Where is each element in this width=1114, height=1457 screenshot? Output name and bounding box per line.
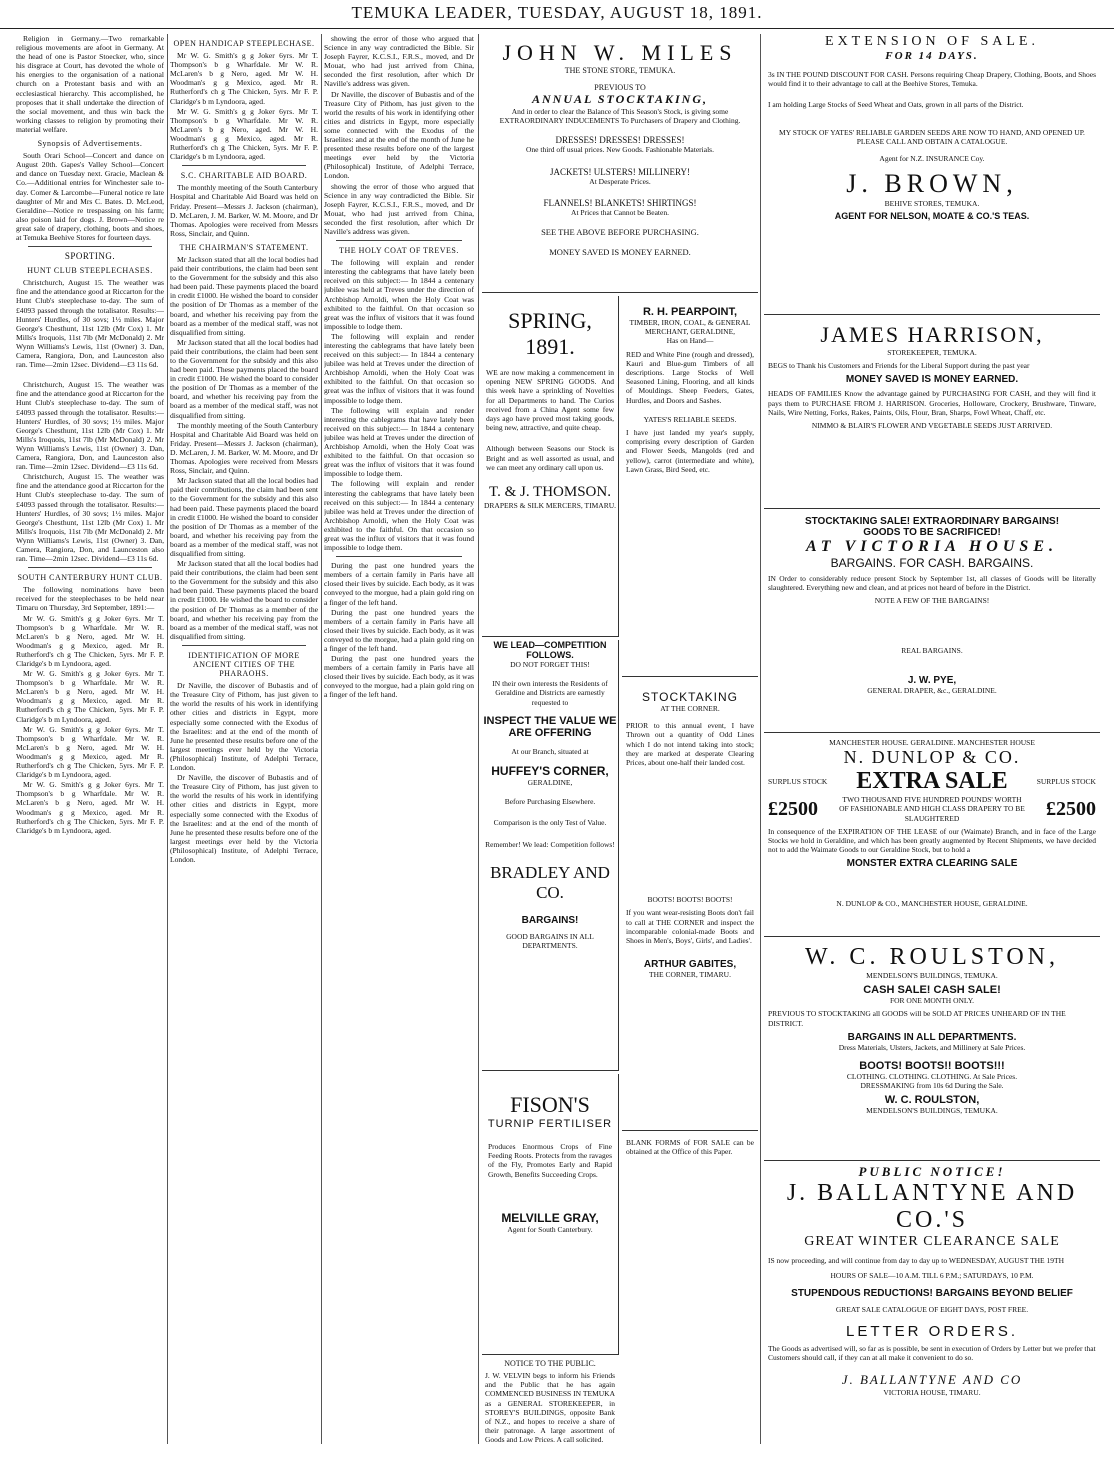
ad-text: BOOTS! BOOTS!! BOOTS!!!	[859, 1060, 1005, 1073]
ad-text: STOREKEEPER, TEMUKA.	[887, 348, 977, 357]
ad-text: YATES'S RELIABLE SEEDS.	[643, 414, 737, 424]
column-rule	[478, 34, 479, 1444]
ad-text: SEE THE ABOVE BEFORE PURCHASING.	[541, 227, 699, 238]
identification-text-2: Dr Naville, the discover of Bubastis and of the Treasure City of Pithom, has just given to the world the results of his work in identifying other cities and districts in Egypt, more especially some connected with the Exodus of the Israelites: and at the end of the month of June he presented these results before one of the largest meetings ever held by the Victoria (Philosophical) Institute, of Adelphi Terrace, London.	[170, 773, 318, 864]
ad-text: INSPECT THE VALUE WE ARE OFFERING	[483, 714, 617, 739]
ad-text: HEADS OF FAMILIES Know the advantage gained by PURCHASING FOR CASH, and they will find it pays them to PURCHASE FROM J. HARRISON. Groceries, Holloware, Crockery, Brushware, Tinware, Nails, Wire Netting, Forks, Rakes, Paints, Oils, Flour, Bran, Sharps, Fowl Wheat, Chaff, etc.	[768, 389, 1096, 417]
handicap-list-2: Mr W. G. Smith's g g Joker 6yrs. Mr T. Thompson's b g Wharfdale. Mr W. R. McLaren's b g Nero, aged. Mr W. H. Woodman's g g Mexico, aged. Mr R. Rutherford's ch g The Chicken, 5yrs. Mr F. P. Claridge's b m Lyndoora, aged.	[170, 106, 318, 162]
hunt-text-repeat-2: Christchurch, August 15. The weather was fine and the attendance good at Riccarton for the Hunt Club's steeplechase to-day. The sum of £4093 passed through the totalisator. Results:— Hunters' Hurdles, of 30 sovs; 1½ miles. Major George's Chesthunt, 11st 12lb (Mr Cox) 1. Mr Mills's Iroquois, 11st 7lb (Mr McDonald) 2. Mr Wynn Williams's Lewis, 11st (Owner) 3. Dan, Camera, Rangiora, Don, and Launceston also ran. Time—2min 12sec. Dividend—£3 11s 6d.	[16, 472, 164, 564]
ad-title: N. DUNLOP & CO.	[843, 747, 1021, 768]
ad-text: WE are now making a commencement in opening NEW SPRING GOODS. And this week have a sprinkling of Novelties for all Departments to hand. The Curios received from a China Agent some few days ago have proved most taking goods, being new, attractive, and quite cheap.	[486, 368, 614, 433]
column-rule	[760, 34, 761, 1444]
ad-text: DRESSMAKING from 10s 6d During the Sale.	[860, 1081, 1004, 1091]
ad-text: HOURS OF SALE—10 A.M. TILL 6 P.M.; SATURDAYS, 10 P.M.	[830, 1271, 1034, 1281]
chairman-text: Mr Jackson stated that all the local bodies had paid their contributions, the claim had been sent to the Government for the subsidy and this also had been paid. These payments placed the board in credit £1000. He wished the board to consider the position of Dr Thomas as a member of the board, and whether his receiving pay from the board as a member of the medical staff, was not disqualified from sitting.	[170, 254, 318, 337]
news-column-2	[170, 34, 318, 1449]
ad-text: RED and White Pine (rough and dressed), Kauri and Blue-gum Timbers of all descriptions. Large Stocks of Well Seasoned Lining, Flooring, and all kinds of Mouldings. Sheep Feeders, Gates, Hurdles, and Doors and Sashes.	[626, 349, 754, 405]
ad-text: BEHIVE STORES, TEMUKA.	[884, 199, 980, 209]
ad-text: And in order to clear the Balance of This Season's Stock, is giving some EXTRAORDINARY INDUCEMENTS To Purchasers of Drapery and Clothing.	[499, 107, 741, 126]
ad-text: 3s IN THE POUND DISCOUNT FOR CASH. Persons requiring Cheap Drapery, Clothing, Boots, and Shoes would find it to their advantage to call at the Beehive Stores, Temuka.	[768, 70, 1096, 89]
ad-firm: T. & J. THOMSON.	[489, 484, 611, 501]
ad-firm: W. C. ROULSTON,	[884, 1094, 980, 1107]
ad-annual: ANNUAL STOCKTAKING,	[531, 92, 709, 106]
ad-text: BARGAINS IN ALL DEPARTMENTS.	[847, 1031, 1017, 1043]
news-column-1	[16, 34, 164, 1449]
column-rule	[321, 34, 322, 1444]
ad-text: Although between Seasons our Stock is Bright and as well assorted as usual, and we can meet any ordinary call upon us.	[486, 444, 614, 472]
ad-ballantyne	[764, 1164, 1100, 1449]
ad-text: GENERAL DRAPER, &c., GERALDINE.	[867, 685, 997, 695]
ad-text: PREVIOUS TO	[594, 83, 646, 92]
ad-text: PREVIOUS TO STOCKTAKING all GOODS will be SOLD AT PRICES UNHEARD OF IN THE DISTRICT.	[768, 1009, 1066, 1028]
holy-coat-text: The following will explain and render interesting the cablegrams that have lately been received on this subject:— In 1844 a centenary jubilee was held at Treves under the direction of Archbishop Arnoldi, when the Holy Coat was exhibited to the faithful. On that occasion so great was the influx of visitors that it was found impossible to lodge them.	[324, 258, 474, 331]
ad-amount: £2500	[768, 797, 818, 820]
ad-text: TURNIP FERTILISER	[487, 1118, 613, 1130]
ad-text: J. W. VELVIN begs to inform his Friends and the Public that he has again COMMENCED BUSINESS IN TEMUKA as a GENERAL STOREKEEPER, in STOREY'S BUILDINGS, opposite Bank of N.Z., and hopes to receive a share of their patronage. A large assortment of Goods and Low Prices. A call solicited.	[485, 1371, 615, 1445]
suicide-family-text: During the past one hundred years the members of a certain family in Paris have all closed their lives by suicide. Each body, as it was conveyed to the morgue, had a plain gold ring on a finger of the left hand.	[324, 561, 474, 607]
chairman-text-5: Mr Jackson stated that all the local bodies had paid their contributions, the claim had been sent to the Government for the subsidy and this also had been paid. These payments placed the board in credit £1000. He wished the board to consider the position of Dr Thomas as a member of the board, and whether his receiving pay from the board as a member of the medical staff, was not disqualified from sitting.	[170, 559, 318, 641]
ad-text: MONEY SAVED IS MONEY EARNED.	[845, 374, 1019, 386]
nominations-list: Mr W. G. Smith's g g Joker 6yrs. Mr T. Thompson's b g Wharfdale. Mr W. R. McLaren's b g Nero, aged. Mr W. H. Woodman's g g Mexico, aged. Mr R. Rutherford's ch g The Chicken, 5yrs. Mr F. P. Claridge's b m Lyndoora, aged.	[16, 613, 164, 668]
ad-dunlop	[764, 736, 1100, 937]
ad-text: LETTER ORDERS.	[845, 1322, 1019, 1340]
ad-text: Remember! We lead: Competition follows!	[485, 839, 615, 849]
synopsis-text: South Orari School—Concert and dance on August 20th. Gapes's Valley School—Concert and dance on Tuesday next. Gracie, Maclean & Co.—Additional entries for Winchester sale to-day. Comer & Larcombe—Funeral notice re late daughter of Mr and Mrs C. Bates. D. McLeod, Geraldine—Notice re trespassing on his farm; also poison laid for dogs. J. Brown—Notice re great sale of drapery, clothing, boots and shoes, at Temuka Beehive Stores for fourteen days.	[16, 151, 164, 242]
ad-title: W. C. ROULSTON,	[804, 944, 1060, 970]
ad-title: STOCKTAKING	[642, 690, 738, 704]
aid-board-heading: S.C. CHARITABLE AID BOARD.	[180, 171, 308, 181]
ad-text: In consequence of the EXPIRATION OF THE LEASE of our (Waimate) Branch, and in face of the Large Stocks we hold in Geraldine, and which has been greatly augmented by Recent Shipments, we have decided not to add the Waimate Goods to our Geraldine Stock, but to hold a	[768, 826, 1096, 855]
ad-text: At our Branch, situated at	[511, 746, 589, 756]
ad-text: JACKETS! ULSTERS! MILLINERY!	[550, 166, 690, 177]
identification-text: Dr Naville, the discover of Bubastis and of the Treasure City of Pithom, has just given to the world the results of his work in identifying other cities and districts in Egypt, more especially some connected with the Exodus of the Israelites: and at the end of the month of June he presented these results before one of the largest meetings ever held by the Victoria (Philosophical) Institute, of Adelphi Terrace, London.	[170, 681, 318, 773]
nominations-list-2: Mr W. G. Smith's g g Joker 6yrs. Mr T. Thompson's b g Wharfdale. Mr W. R. McLaren's b g Nero, aged. Mr W. H. Woodman's g g Mexico, aged. Mr R. Rutherford's ch g The Chicken, 5yrs. Mr F. P. Claridge's b m Lyndoora, aged.	[16, 669, 164, 724]
ad-text: Before Purchasing Elsewhere.	[504, 797, 596, 807]
ad-title: JAMES HARRISON,	[820, 322, 1044, 347]
ad-title: J. BALLANTYNE AND CO.'S	[786, 1180, 1078, 1233]
ad-text: Produces Enormous Crops of Fine Feeding Roots. Protects from the ravages of the Fly, Promotes Early and Rapid Growth, Benefits Succeeding Crops.	[488, 1142, 612, 1179]
ad-notice-public	[482, 1359, 618, 1449]
ad-text: STOCKTAKING SALE! EXTRAORDINARY BARGAINS!	[804, 516, 1060, 527]
ad-text: NOTE A FEW OF THE BARGAINS!	[874, 596, 990, 606]
ad-text: DRESSES! DRESSES! DRESSES!	[555, 135, 685, 146]
holy-coat-text-4: The following will explain and render interesting the cablegrams that have lately been received on this subject:— In 1844 a centenary jubilee was held at Treves under the direction of Archbishop Arnoldi, when the Holy Coat was exhibited to the faithful. On that occasion so great was the influx of visitors that it was found impossible to lodge them.	[324, 479, 474, 553]
hunt-heading: HUNT CLUB STEEPLECHASES.	[27, 266, 153, 276]
ad-firm: J. W. PYE,	[907, 674, 957, 686]
ad-title: NOTICE TO THE PUBLIC.	[504, 1359, 596, 1368]
ad-signature: J. BALLANTYNE AND CO	[841, 1372, 1023, 1388]
aid-board-text: The monthly meeting of the South Canterbury Hospital and Charitable Aid Board was held on Friday. Present—Messrs J. Jackson (chairman), D. McLaren, J. M. Barker, W. M. Moore, and Dr Thomas. Apologies were received from Messrs Ross, Sinclair, and Quinn.	[170, 183, 318, 238]
ad-text: One third off usual prices. New Goods. Fashionable Materials.	[526, 145, 714, 155]
ad-firm: ARTHUR GABITES,	[643, 959, 737, 971]
ad-text: TWO THOUSAND FIVE HUNDRED POUNDS' WORTH OF FASHIONABLE AND HIGH CLASS DRAPERY TO BE SLAUGHTERED	[839, 795, 1025, 823]
ad-text: Comparison is the only Test of Value.	[493, 818, 607, 828]
ad-spring	[482, 296, 619, 637]
ad-text: HUFFEY'S CORNER,	[491, 764, 609, 779]
ad-firm: BRADLEY AND CO.	[490, 862, 610, 902]
ad-text: DO NOT FORGET THIS!	[510, 660, 590, 669]
ad-text: GOODS TO BE SACRIFICED!	[863, 527, 1001, 538]
article-religion: Religion in Germany.—Two remarkable religious movements are afoot in Germany. At the head of one is Pastor Stoecker, who, since his disgrace at Court, has devoted the whole of his energies to the organisation of a national church on a Protestant basis and with an ecclesiastical hierarchy. This accomplished, he proposes that it shall undertake the direction of the social movement, and thus win back the working classes to religion by promoting their material welfare.	[16, 34, 164, 134]
holy-coat-text-2: The following will explain and render interesting the cablegrams that have lately been received on this subject:— In 1844 a centenary jubilee was held at Treves under the direction of Archbishop Arnoldi, when the Holy Coat was exhibited to the faithful. On that occasion so great was the influx of visitors that it was found impossible to lodge them.	[324, 331, 474, 405]
nominations-list-3: Mr W. G. Smith's g g Joker 6yrs. Mr T. Thompson's b g Wharfdale. Mr W. R. McLaren's b g Nero, aged. Mr W. H. Woodman's g g Mexico, aged. Mr R. Rutherford's ch g The Chicken, 5yrs. Mr F. P. Claridge's b m Lyndoora, aged.	[16, 724, 164, 780]
chairman-text-4: Mr Jackson stated that all the local bodies had paid their contributions, the claim had been sent to the Government for the subsidy and this also had been paid. These payments placed the board in credit £1000. He wished the board to consider the position of Dr Thomas as a member of the board, and whether his receiving pay from the board as a member of the medical staff, was not disqualified from sitting.	[170, 476, 318, 558]
chairman-heading: THE CHAIRMAN'S STATEMENT.	[179, 242, 309, 252]
chairman-text-2: Mr Jackson stated that all the local bodies had paid their contributions, the claim had been sent to the Government for the subsidy and this also had been paid. These payments placed the board in credit £1000. He wished the board to consider the position of Dr Thomas as a member of the board, and whether his receiving pay from the board as a member of the medical staff, was not disqualified from sitting.	[170, 337, 318, 420]
ad-text: SURPLUS STOCK	[1036, 777, 1096, 787]
ad-subtitle: THE STONE STORE, TEMUKA.	[564, 66, 676, 75]
ad-text: STUPENDOUS REDUCTIONS! BARGAINS BEYOND BELIEF	[791, 1288, 1073, 1300]
ad-title: R. H. PEARPOINT,	[642, 306, 738, 318]
ad-headline: EXTRA SALE	[856, 768, 1008, 795]
sc-hunt-heading: SOUTH CANTERBURY HUNT CLUB.	[17, 573, 163, 583]
ad-blank-forms	[622, 1134, 758, 1174]
ad-subtitle: FOR 14 DAYS.	[885, 50, 979, 62]
ad-text: THE CORNER, TIMARU.	[649, 970, 731, 980]
ad-subtitle: BARGAINS. FOR CASH. BARGAINS.	[830, 556, 1034, 570]
ad-text: FOR ONE MONTH ONLY.	[889, 996, 975, 1006]
ad-bradley	[482, 640, 619, 1071]
ad-firm: J. BROWN,	[846, 169, 1018, 199]
ad-text: Has on Hand—	[666, 336, 714, 346]
ad-text: BOOTS! BOOTS! BOOTS!	[647, 895, 733, 905]
ad-text: MONSTER EXTRA CLEARING SALE	[846, 858, 1018, 870]
pharaohs-continued-3: showing the error of those who argued that Science in any way contradicted the Bible. Sir Joseph Fayrer, K.C.S.I., F.R.S., moved, and Dr Mouat, who had just arrived from China, seconded the first resolution, after which Dr Naville's address was given.	[324, 181, 474, 236]
ad-james-harrison	[764, 318, 1100, 509]
ad-text: TIMBER, IRON, COAL, & GENERAL MERCHANT, GERALDINE,	[629, 318, 751, 337]
ad-text: IN their own interests the Residents of Geraldine and Districts are earnestly requested to	[492, 679, 608, 707]
ad-text: If you want wear-resisting Boots don't fail to call at THE CORNER and inspect the incomparable colonial-made Boots and Shoes in Men's, Boys', Girls', and Ladies'.	[626, 908, 754, 946]
hunt-text-repeat: Christchurch, August 15. The weather was fine and the attendance good at Riccarton for the Hunt Club's steeplechase to-day. The sum of £4093 passed through the totalisator. Results:— Hunters' Hurdles, of 30 sovs; 1½ miles. Major George's Chesthunt, 11st 12lb (Mr Cox) 1. Mr Mills's Iroquois, 11st 7lb (Mr McDonald) 2. Mr Wynn Williams's Lewis, 11st (Owner) 3. Dan, Camera, Rangiora, Don, and Launceston also ran. Time—2min 12sec. Dividend—£3 11s 6d.	[16, 380, 164, 472]
sporting-heading: SPORTING.	[64, 251, 116, 262]
ad-text: GOOD BARGAINS IN ALL DEPARTMENTS.	[506, 931, 594, 951]
ad-text: BEGS to Thank his Customers and Friends for the Liberal Support during the past year	[768, 361, 1030, 371]
ad-text: SURPLUS STOCK	[768, 777, 828, 787]
ad-text: REAL BARGAINS.	[901, 645, 963, 655]
ad-text: MENDELSON'S BUILDINGS, TEMUKA.	[866, 971, 998, 980]
ad-column-middle	[482, 34, 758, 1449]
ad-text: VICTORIA HOUSE, TIMARU.	[883, 1388, 981, 1398]
ad-text: GERALDINE,	[527, 778, 573, 788]
synopsis-heading: Synopsis of Advertisements.	[37, 139, 143, 149]
ad-text: FLANNELS! BLANKETS! SHIRTINGS!	[543, 197, 697, 208]
ad-text: At Prices that Cannot be Beaten.	[571, 207, 669, 217]
ad-text: The Goods as advertised will, so far as is possible, be sent in execution of Orders by Letter but we prefer that Customers should call, if they can at all make it convenient to do so.	[768, 1343, 1096, 1362]
ad-text: MY STOCK OF YATES' RELIABLE GARDEN SEEDS ARE NOW TO HAND, AND OPENED UP. PLEASE CALL AND OBTAIN A CATALOGUE.	[779, 127, 1085, 146]
holy-coat-text-3: The following will explain and render interesting the cablegrams that have lately been received on this subject:— In 1844 a centenary jubilee was held at Treves under the direction of Archbishop Arnoldi, when the Holy Coat was exhibited to the faithful. On that occasion so great was the influx of visitors that it was found impossible to lodge them.	[324, 405, 474, 479]
ad-title: EXTENSION OF SALE.	[825, 34, 1039, 49]
ad-amount: £2500	[1046, 797, 1096, 820]
ad-john-miles	[482, 34, 758, 293]
open-handicap-heading: OPEN HANDICAP STEEPLECHASE.	[173, 39, 315, 48]
column-rule	[167, 34, 168, 1444]
ad-text: At Desperate Prices.	[589, 176, 651, 186]
ad-text: NIMMO & BLAIR'S FLOWER AND VEGETABLE SEEDS JUST ARRIVED.	[811, 421, 1053, 431]
ad-text: GREAT SALE CATALOGUE OF EIGHT DAYS, POST FREE.	[835, 1305, 1029, 1315]
identification-heading: IDENTIFICATION OF MORE ANCIENT CITIES OF THE PHARAOHS.	[188, 650, 300, 679]
ad-pearpoint	[622, 296, 758, 677]
ad-text: IS now proceeding, and will continue from day to day up to WEDNESDAY, AUGUST THE 19TH	[768, 1256, 1065, 1265]
ad-title: FISON'S	[510, 1092, 590, 1117]
ad-text: AT THE CORNER.	[660, 704, 720, 713]
ad-text: I have just landed my year's supply, comprising every description of Garden and Flower Seeds, Mangolds (red and yellow), carrot (intermediate and white), Lawn Grass, Bird Seed, etc.	[626, 428, 754, 474]
ad-text: MENDELSON'S BUILDINGS, TEMUKA.	[866, 1106, 998, 1116]
suicide-family-text-3: During the past one hundred years the members of a certain family in Paris have all closed their lives by suicide. Each body, as it was conveyed to the morgue, had a plain gold ring on a finger of the left hand.	[324, 654, 474, 700]
sc-hunt-text: The following nominations have been received for the steeplechases to be held near Timaru on Thursday, 3rd September, 1891:—	[16, 585, 164, 613]
ad-text: AGENT FOR NELSON, MOATE & CO.'S TEAS.	[834, 211, 1030, 222]
hunt-text: Christchurch, August 15. The weather was fine and the attendance good at Riccarton for the Hunt Club's steeplechase to-day. The sum of £4093 passed through the totalisator. Results:— Hunters' Hurdles, of 30 sovs; 1½ miles. Major George's Chesthunt, 11st 12lb (Mr Cox) 1. Mr Mills's Iroquois, 11st 7lb (Mr McDonald) 2. Mr Wynn Williams's Lewis, 11st (Owner) 3. Dan, Camera, Rangiora, Don, and Launceston also ran. Time—2min 12sec. Dividend—£3 11s 6d.	[16, 278, 164, 370]
ad-text: DRAPERS & SILK MERCERS, TIMARU.	[484, 501, 616, 511]
ad-title: WE LEAD—COMPETITION FOLLOWS.	[493, 640, 607, 660]
pharaohs-continued-2: Dr Naville, the discover of Bubastis and of the Treasure City of Pithom, has just given to the world the results of his work in identifying other cities and districts in Egypt, more especially some connected with the Exodus of the Israelites: and at the end of the month of June he presented these results before one of the largest meetings ever held by the Victoria (Philosophical) Institute, of Adelphi Terrace, London.	[324, 89, 474, 181]
ad-subtitle: PUBLIC NOTICE!	[858, 1164, 1006, 1179]
ad-text: BARGAINS!	[521, 914, 579, 926]
ad-text: N. DUNLOP & CO., MANCHESTER HOUSE, GERALDINE.	[836, 899, 1028, 909]
ad-text: Agent for South Canterbury.	[507, 1224, 593, 1234]
news-column-3	[324, 34, 474, 1449]
ad-text: MANCHESTER HOUSE. GERALDINE. MANCHESTER HOUSE	[829, 738, 1035, 747]
pharaohs-continued: showing the error of those who argued that Science in any way contradicted the Bible. Sir Joseph Fayrer, K.C.S.I., F.R.S., moved, and Dr Mouat, who had just arrived from China, seconded the first resolution, after which Dr Naville's address was given.	[324, 34, 474, 89]
ad-title: SPRING, 1891.	[508, 308, 592, 359]
ad-title: JOHN W. MILES	[502, 40, 738, 65]
ad-text: BLANK FORMS of FOR SALE can be obtained at the Office of this Paper.	[626, 1138, 754, 1157]
ad-text: Dress Materials, Ulsters, Jackets, and Millinery at Sale Prices.	[838, 1042, 1026, 1052]
ad-text: Agent for N.Z. INSURANCE Coy.	[879, 154, 985, 164]
ad-text: CASH SALE! CASH SALE!	[863, 984, 1001, 997]
handicap-list: Mr W. G. Smith's g g Joker 6yrs. Mr T. Thompson's b g Wharfdale. Mr W. R. McLaren's b g Nero, aged. Mr W. H. Woodman's g g Mexico, aged. Mr R. Rutherford's ch g The Chicken, 5yrs. Mr F. P. Claridge's b m Lyndoora, aged.	[170, 51, 318, 106]
ad-victoria-house	[764, 512, 1100, 733]
ad-fison	[482, 1074, 619, 1355]
masthead: TEMUKA LEADER, TUESDAY, AUGUST 18, 1891.	[0, 0, 1114, 29]
chairman-text-3: The monthly meeting of the South Canterbury Hospital and Charitable Aid Board was held on Friday. Present—Messrs J. Jackson (chairman), D. McLaren, J. M. Barker, W. M. Moore, and Dr Thomas. Apologies were received from Messrs Ross, Sinclair, and Quinn.	[170, 420, 318, 476]
ad-column-right	[764, 34, 1100, 1449]
suicide-family-text-2: During the past one hundred years the members of a certain family in Paris have all closed their lives by suicide. Each body, as it was conveyed to the morgue, had a plain gold ring on a finger of the left hand.	[324, 607, 474, 653]
ad-text: I am holding Large Stocks of Seed Wheat and Oats, grown in all parts of the District.	[768, 100, 1024, 110]
holy-coat-heading: THE HOLY COAT OF TREVES.	[339, 246, 459, 256]
ad-title: AT VICTORIA HOUSE.	[806, 538, 1058, 555]
ad-text: CLOTHING. CLOTHING. CLOTHING. At Sale Prices.	[846, 1072, 1018, 1082]
ad-text: MELVILLE GRAY,	[501, 1210, 599, 1225]
ad-extension-of-sale	[764, 34, 1100, 315]
ad-stocktaking	[622, 680, 758, 1131]
ad-roulston	[764, 940, 1100, 1161]
ad-text: MONEY SAVED IS MONEY EARNED.	[549, 247, 691, 258]
ad-text: GREAT WINTER CLEARANCE SALE	[804, 1234, 1060, 1249]
ad-text: PRIOR to this annual event, I have Thrown out a quantity of Odd Lines which I do not intend taking into stock; they are marked at desperate Clearing Prices, about one-half their landed cost.	[626, 721, 754, 768]
nominations-list-4: Mr W. G. Smith's g g Joker 6yrs. Mr T. Thompson's b g Wharfdale. Mr W. R. McLaren's b g Nero, aged. Mr W. H. Woodman's g g Mexico, aged. Mr R. Rutherford's ch g The Chicken, 5yrs. Mr F. P. Claridge's b m Lyndoora, aged.	[16, 780, 164, 835]
ad-text: IN Order to considerably reduce present Stock by September 1st, all classes of Goods will be literally slaughtered. Everything new and clean, and at prices not heard of before in the District.	[768, 574, 1096, 593]
